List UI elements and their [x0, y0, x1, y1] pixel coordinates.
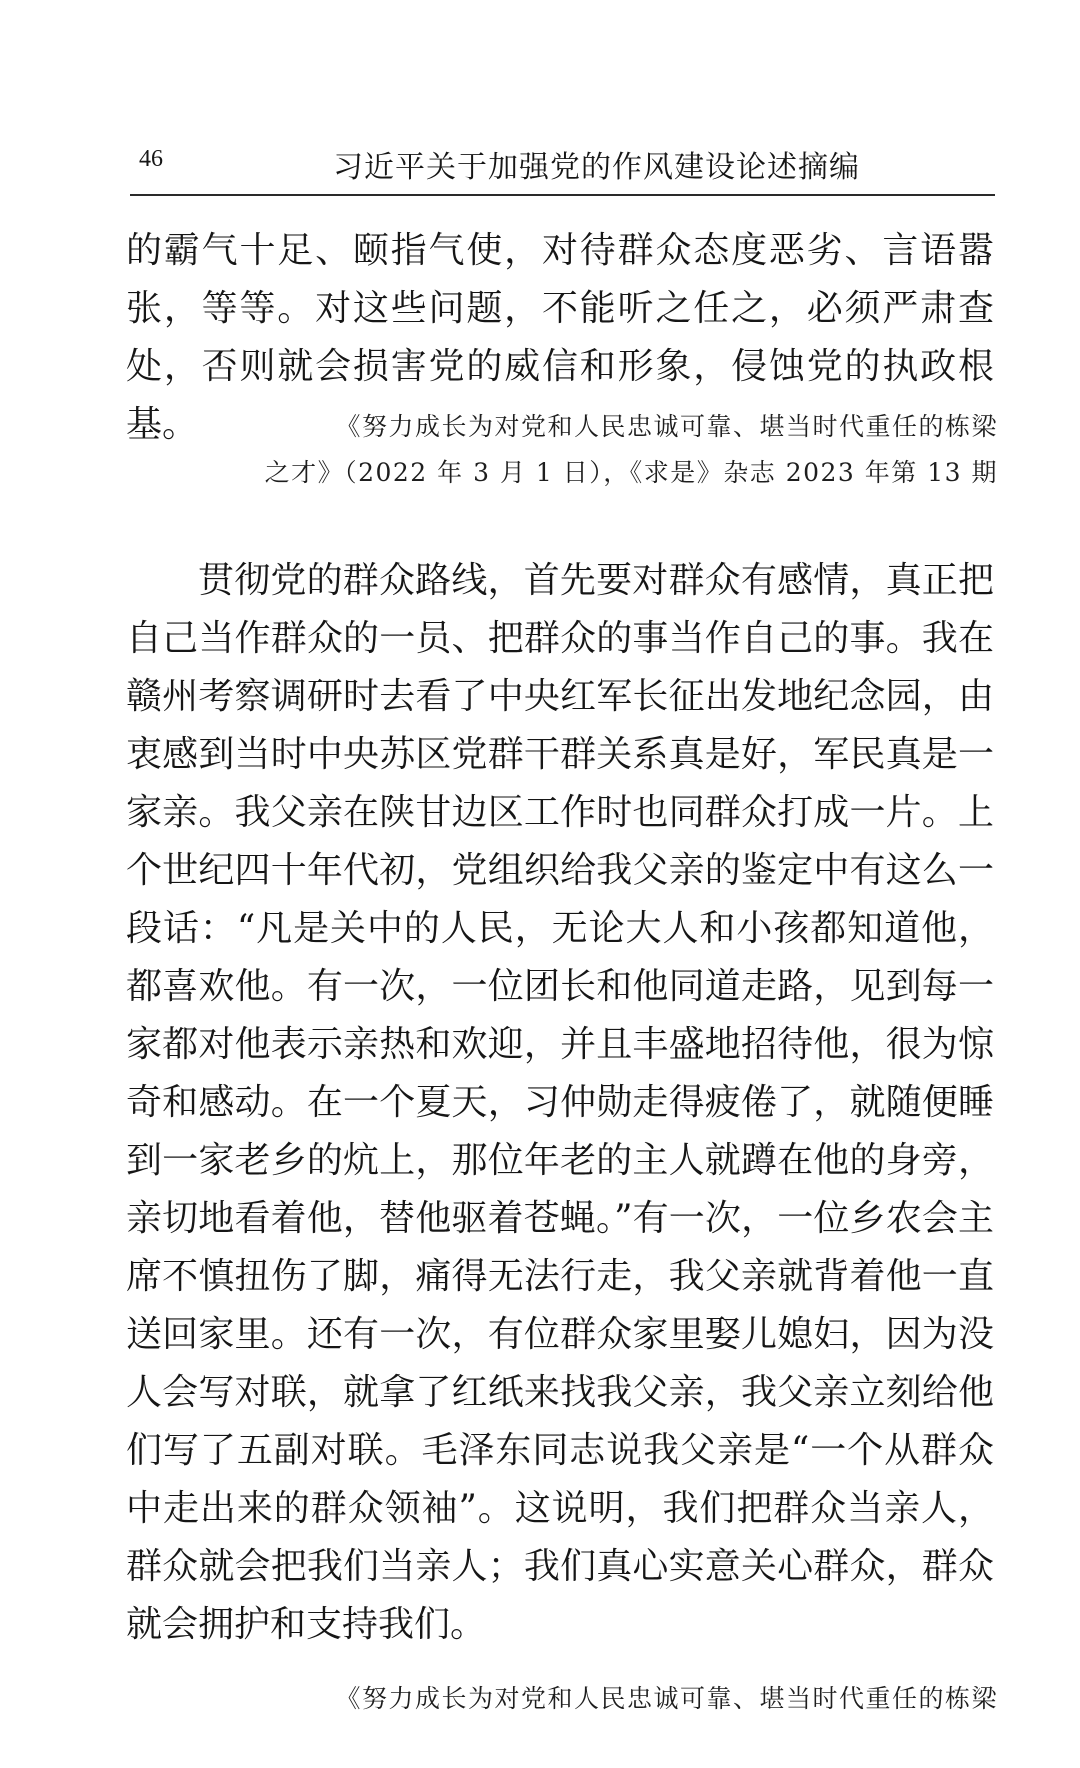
citation-2-line-1: 《努力成长为对党和人民忠诚可靠、堪当时代重任的栋梁 [335, 1684, 998, 1713]
header-divider [130, 194, 995, 196]
paragraph-1: 的霸气十足、颐指气使，对待群众态度恶劣、言语嚣张，等等。对这些问题，不能听之任之，必须严肃查处，否则就会损害党的威信和形象，侵蚀党的执政根基。 [126, 230, 994, 445]
page-number: 46 [139, 146, 163, 172]
page-header [135, 140, 993, 184]
paragraph-2: 贯彻党的群众路线，首先要对群众有感情，真正把自己当作群众的一员、把群众的事当作自己的事。我在赣州考察调研时去看了中央红军长征出发地纪念园，由衷感到当时中央苏区党群干群关系真是好，军民真是一家亲。我父亲在陕甘边区工作时也同群众打成一片。上个世纪四十年代初，党组织给我父亲的鉴定中有这么一段话：“凡是关中的人民，无论大人和小孩都知道他，都喜欢他。有一次，一位团长和他同道走路，见到每一家都对他表示亲热和欢迎，并且丰盛地招待他，很为惊奇和感动。在一个夏天，习仲勋走得疲倦了，就随便睡到一家老乡的炕上，那位年老的主人就蹲在他的身旁，亲切地看着他，替他驱着苍蝇。”有一次，一位乡农会主席不慎扭伤了脚，痛得无法行走，我父亲就背着他一直送回家里。还有一次，有位群众家里娶儿媳妇，因为没人会写对联，就拿了红纸来找我父亲，我父亲立刻给他们写了五副对联。毛泽东同志说我父亲是“一个从群众中走出来的群众领袖”。这说明，我们把群众当亲人，群众就会把我们当亲人；我们真心实意关心群众，群众就会拥护和支持我们。 [126, 560, 994, 1645]
citation-1-line-2: 之才》（2022 年 3 月 1 日），《求是》杂志 2023 年第 13 期 [264, 458, 998, 487]
citation-1-line-1: 《努力成长为对党和人民忠诚可靠、堪当时代重任的栋梁 [335, 412, 998, 441]
running-title: 习近平关于加强党的作风建设论述摘编 [333, 150, 860, 185]
